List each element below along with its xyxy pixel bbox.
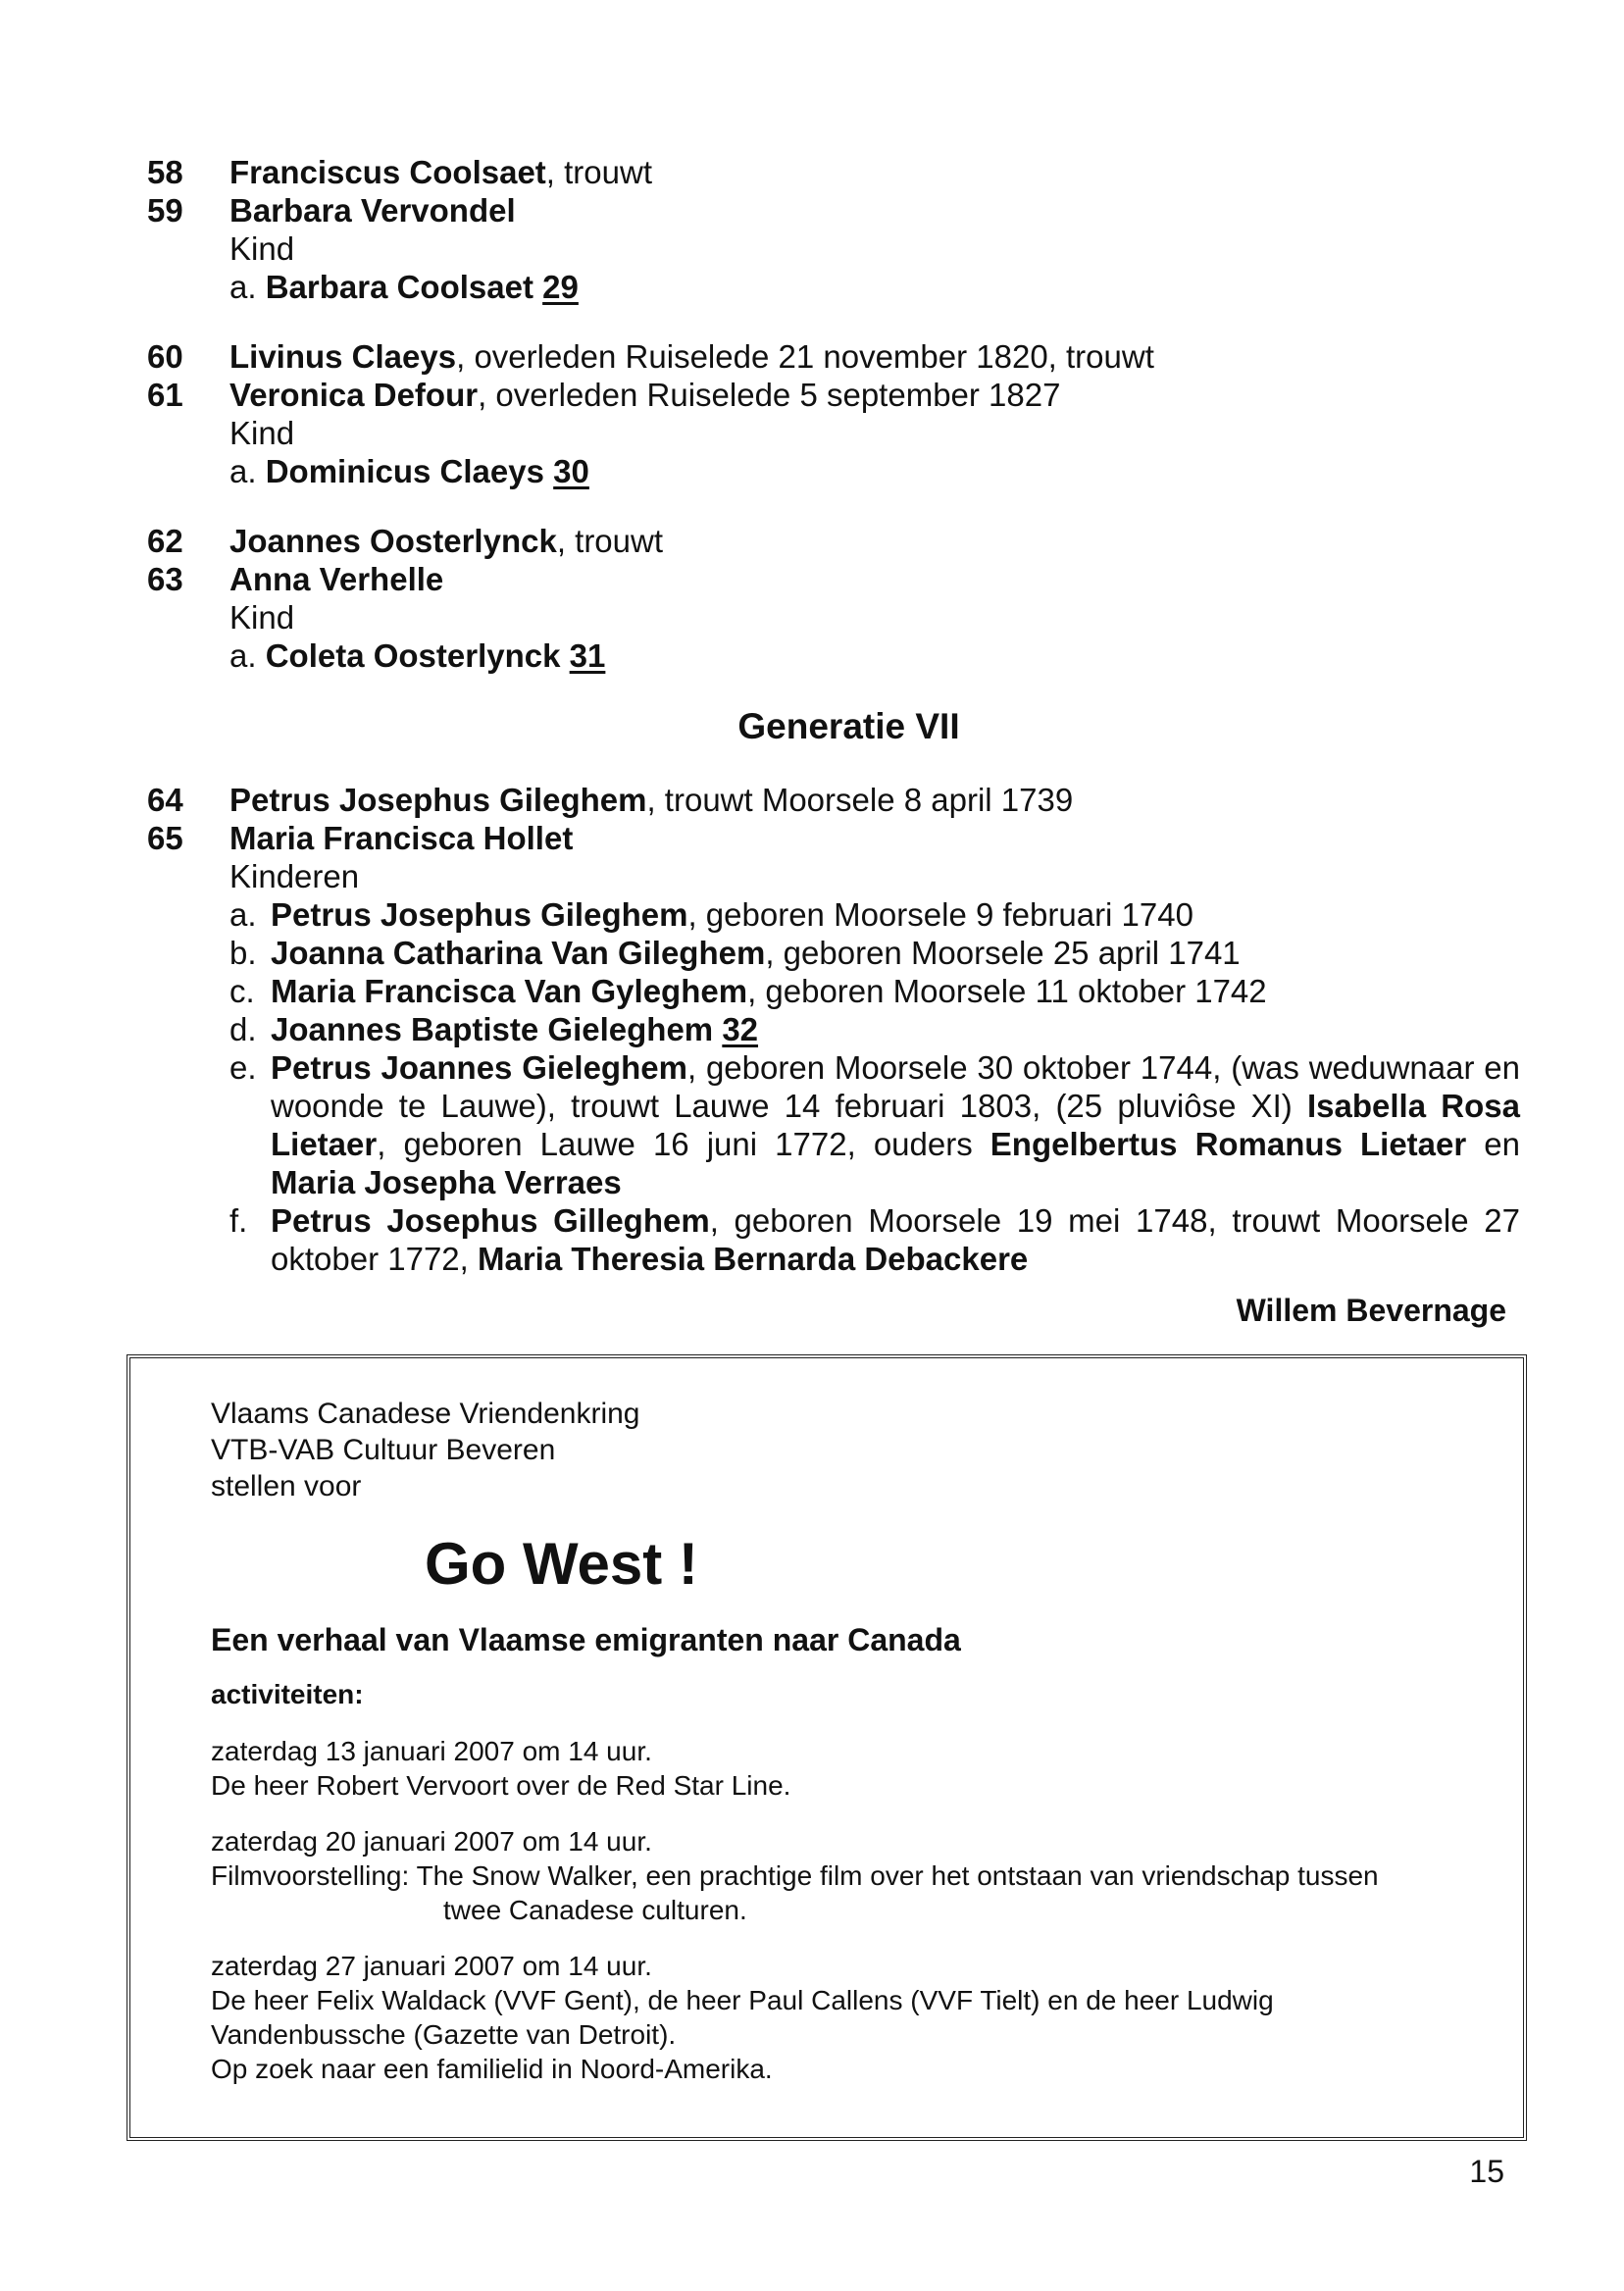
entry-62-63 xyxy=(147,522,1520,675)
child-details: , geboren Moorsele 30 oktober 1744, (was weduwnaar en woonde te Lauwe), trouwt Lauwe 14 februari 1803, (25 pluviôse XI) xyxy=(271,1049,1520,1124)
child-letter: b. xyxy=(229,935,257,971)
page-number: 15 xyxy=(1469,2154,1504,2189)
child-name: Maria Francisca Van Gyleghem xyxy=(271,973,748,1009)
spouse-name: Maria Theresia Bernarda Debackere xyxy=(478,1241,1029,1277)
activity-description: Vandenbussche (Gazette van Detroit). xyxy=(211,2019,677,2050)
activity-description: De heer Felix Waldack (VVF Gent), de heer Paul Callens (VVF Tielt) en de heer Ludwig xyxy=(211,1985,1274,2015)
child-name: Petrus Joannes Gieleghem xyxy=(271,1049,687,1086)
entry-number: 63 xyxy=(147,561,183,597)
child-item xyxy=(229,268,1520,306)
activities-label: activiteiten: xyxy=(211,1679,364,1709)
child-name: Joannes Baptiste Gieleghem xyxy=(271,1011,714,1047)
father-name: Engelbertus Romanus Lietaer xyxy=(990,1126,1467,1162)
child-item xyxy=(229,895,1520,934)
child-letter: a. xyxy=(229,269,257,305)
person-name: Anna Verhelle xyxy=(229,561,444,597)
child-ref: 29 xyxy=(542,269,579,305)
person-details: , trouwt xyxy=(545,154,652,190)
activity-description-cont: twee Canadese culturen. xyxy=(443,1895,747,1925)
child-ref: 31 xyxy=(569,637,606,674)
person-details: , trouwt xyxy=(556,523,664,559)
child-letter: a. xyxy=(229,896,257,933)
child-letter: f. xyxy=(229,1202,248,1239)
children-label: Kind xyxy=(229,415,295,451)
activity-item xyxy=(211,1734,1505,1803)
child-item xyxy=(229,452,1520,490)
children-label: Kind xyxy=(229,230,295,267)
child-letter: a. xyxy=(229,453,257,489)
child-ref: 32 xyxy=(722,1011,759,1047)
person-details: , overleden Ruiselede 5 september 1827 xyxy=(478,377,1061,413)
child-name: Barbara Coolsaet xyxy=(265,269,533,305)
child-details: en xyxy=(1466,1126,1520,1162)
person-name: Maria Francisca Hollet xyxy=(229,820,574,856)
entry-number: 61 xyxy=(147,377,183,413)
person-name: Petrus Josephus Gileghem xyxy=(229,782,647,818)
activity-date: zaterdag 13 januari 2007 om 14 uur. xyxy=(211,1736,652,1766)
child-name: Joanna Catharina Van Gileghem xyxy=(271,935,766,971)
activity-date: zaterdag 27 januari 2007 om 14 uur. xyxy=(211,1951,652,1981)
organizer-line: stellen voor xyxy=(211,1470,362,1502)
child-item xyxy=(229,1201,1520,1278)
organizer-line: VTB-VAB Cultuur Beveren xyxy=(211,1434,556,1466)
author-signature: Willem Bevernage xyxy=(1236,1293,1506,1328)
child-name: Dominicus Claeys xyxy=(265,453,544,489)
announcement-box xyxy=(127,1354,1527,2141)
entry-number: 64 xyxy=(147,782,183,818)
child-name: Coleta Oosterlynck xyxy=(265,637,561,674)
entry-number: 60 xyxy=(147,338,183,375)
child-details: , geboren Moorsele 9 februari 1740 xyxy=(687,896,1193,933)
child-name: Petrus Josephus Gileghem xyxy=(271,896,688,933)
event-subtitle: Een verhaal van Vlaamse emigranten naar Canada xyxy=(211,1622,961,1657)
child-letter: e. xyxy=(229,1049,257,1086)
child-details: , geboren Lauwe 16 juni 1772, ouders xyxy=(377,1126,990,1162)
children-label: Kinderen xyxy=(229,858,360,894)
entry-60-61 xyxy=(147,337,1520,490)
entry-number: 59 xyxy=(147,192,183,229)
child-item xyxy=(229,972,1520,1010)
person-name: Barbara Vervondel xyxy=(229,192,516,229)
entry-58-59 xyxy=(147,153,1520,306)
child-details: , geboren Moorsele 11 oktober 1742 xyxy=(747,973,1267,1009)
generation-heading: Generatie VII xyxy=(737,706,960,746)
activity-item xyxy=(211,1824,1505,1927)
activity-description xyxy=(211,1858,1505,1893)
activity-date: zaterdag 20 januari 2007 om 14 uur. xyxy=(211,1826,652,1857)
person-name: Franciscus Coolsaet xyxy=(229,154,546,190)
child-name: Petrus Josephus Gilleghem xyxy=(271,1202,710,1239)
child-item xyxy=(229,1010,1520,1048)
children-label: Kind xyxy=(229,599,295,636)
spouse-name: Isabella Rosa Lietaer xyxy=(271,1088,1520,1162)
child-item xyxy=(229,934,1520,972)
activity-description: De heer Robert Vervoort over de Red Star Line. xyxy=(211,1770,791,1801)
child-details: , geboren Moorsele 25 april 1741 xyxy=(765,935,1241,971)
child-letter: c. xyxy=(229,973,255,1009)
child-letter: d. xyxy=(229,1011,257,1047)
activity-description: Op zoek naar een familielid in Noord-Amerika. xyxy=(211,2054,773,2084)
person-details: , trouwt Moorsele 8 april 1739 xyxy=(646,782,1074,818)
person-name: Livinus Claeys xyxy=(229,338,457,375)
organizer-line: Vlaams Canadese Vriendenkring xyxy=(211,1398,640,1430)
entry-number: 62 xyxy=(147,523,183,559)
child-letter: a. xyxy=(229,637,257,674)
event-title: Go West ! xyxy=(425,1531,698,1597)
entry-number: 58 xyxy=(147,154,183,190)
child-item xyxy=(229,1048,1520,1201)
mother-name: Maria Josepha Verraes xyxy=(271,1164,622,1200)
activity-text: The Snow Walker, een prachtige film over het ontstaan van vriendschap tussen xyxy=(416,1860,1379,1891)
person-name: Veronica Defour xyxy=(229,377,479,413)
person-name: Joannes Oosterlynck xyxy=(229,523,557,559)
person-details: , overleden Ruiselede 21 november 1820, trouwt xyxy=(456,338,1154,375)
child-details: , geboren Moorsele 19 mei 1748, trouwt Moorsele 27 oktober 1772, xyxy=(271,1202,1520,1277)
activity-item xyxy=(211,1949,1505,2086)
child-ref: 30 xyxy=(553,453,589,489)
child-item xyxy=(229,636,1520,675)
entry-number: 65 xyxy=(147,820,183,856)
entry-64-65 xyxy=(147,781,1520,1278)
activity-label: Filmvoorstelling: xyxy=(211,1860,417,1891)
